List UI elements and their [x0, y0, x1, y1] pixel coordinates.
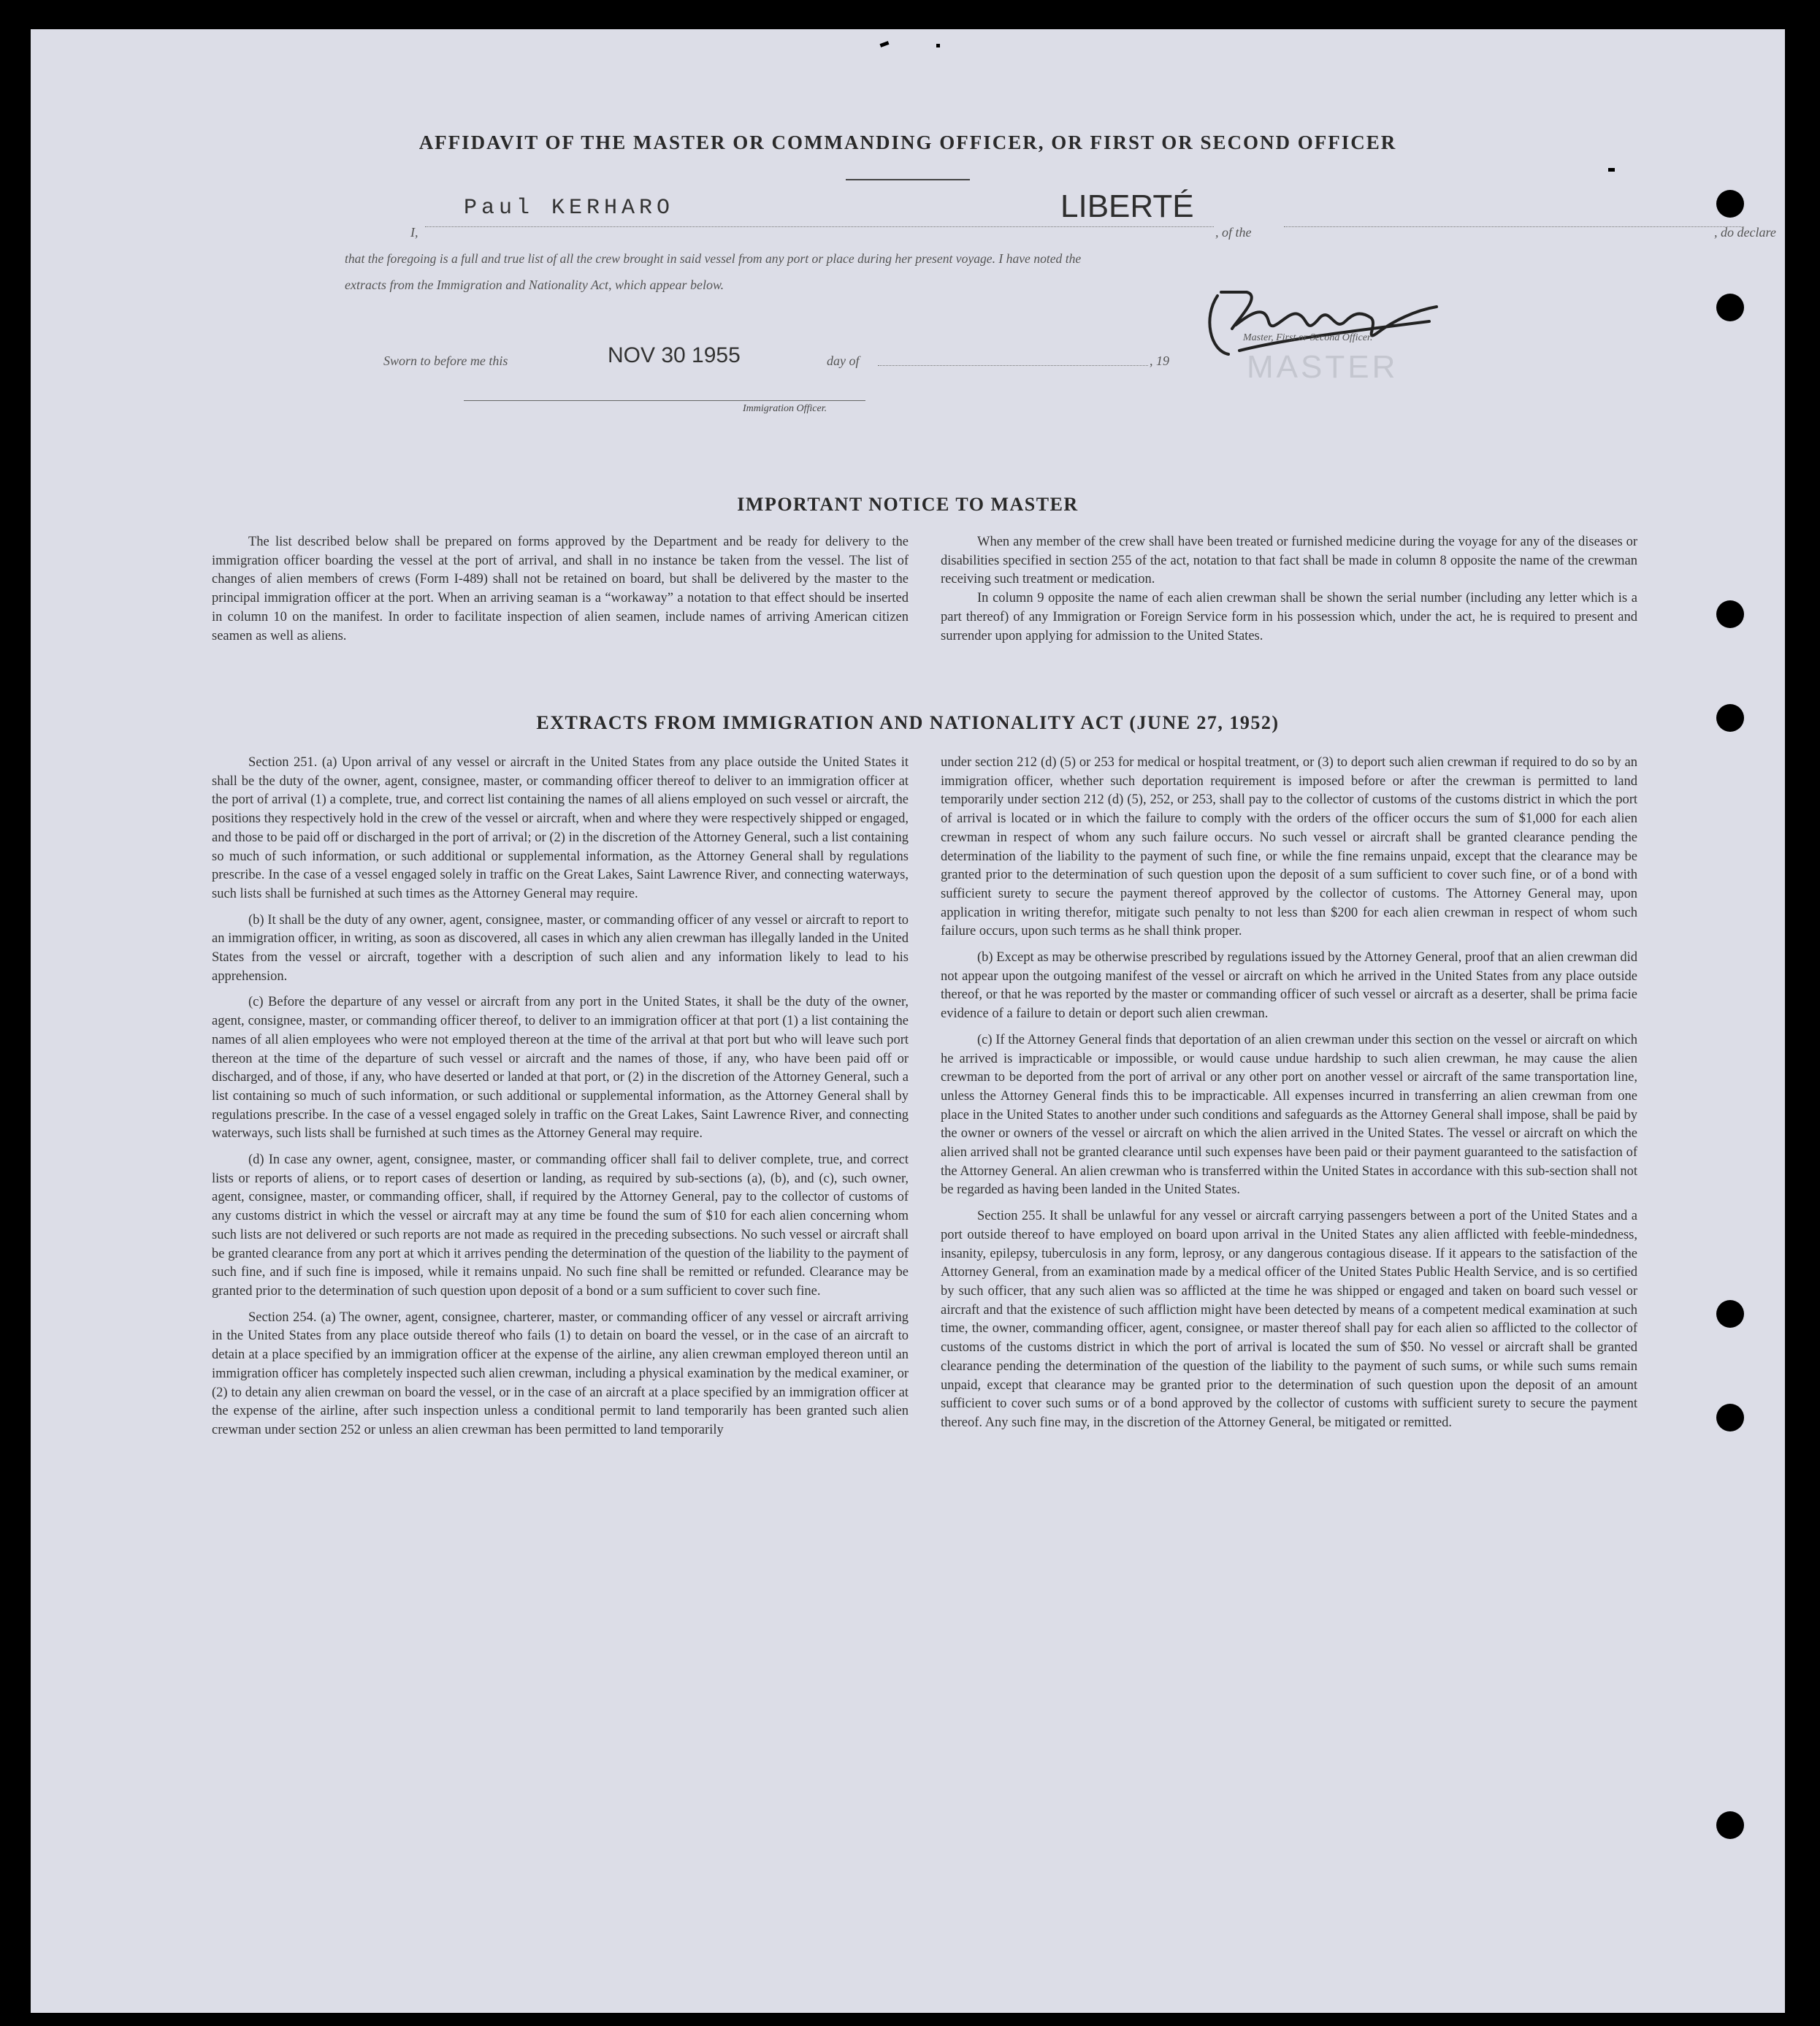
- punch-hole: [1716, 1811, 1744, 1839]
- extract-section-254a: Section 254. (a) The owner, agent, consignee, charterer, master, or commanding officer of any vessel or aircraft arriving in the United States from any place outside thereof who fails (1) to detain on board the vessel, or in the case of an aircraft to detain at a place specified by an immigration officer at the expense of the airline, any alien crewman employed thereon until an immigration officer has completely inspected such alien crewman, including a physical examination by the medical examiner, or (2) to detain any alien crewman on board the vessel, or in the case of an aircraft at a place specified by an immigration officer at the expense of the airline, after such inspection unless a conditional permit to land temporarily has been granted such alien crewman under section 252 or unless an alien crewman has been permitted to land temporarily: [212, 1310, 909, 1437]
- extract-section-255: Section 255. It shall be unlawful for any vessel or aircraft carrying passengers between a port of the United States and a port outside thereof to have employed on board upon arrival in the United States any alien afflicted with feeble-mindedness, insanity, epilepsy, tuberculosis in any form, leprosy, or any dangerous contagious disease. If it appears to the satisfaction of the Attorney General, from an examination made by a medical officer of the United States Public Health Service, and is so certified by such officer, that any such alien was so afflicted at the time he was shipped or engaged and taken on board such vessel or aircraft and that the existence of such affliction might have been detected by means of a competent medical examination at such time, the owner, commanding officer, agent, consignee, or master thereof shall pay for each alien so afflicted to the collector of customs of the customs district in which the port of arrival is located the sum of $50. No vessel or aircraft shall be granted clearance pending the determination of the question of the liability to the payment of such sums, or while such sums remain unpaid, except that clearance may be granted prior to the determination of such question upon the deposit of an amount sufficient to cover such sums or of a bond approved by the collector of customs with sufficient surety to secure the payment thereof. Any such fine may, in the discretion of the Attorney General, be mitigated or remitted.: [941, 1209, 1637, 1430]
- scan-mark: [936, 44, 940, 47]
- year-prefix: , 19: [1150, 353, 1169, 368]
- declaration-i-label: I,: [410, 225, 418, 240]
- punch-hole: [1716, 1404, 1744, 1431]
- title-rule: [846, 179, 970, 180]
- notice-right-text-2: In column 9 opposite the name of each alien crewman shall be shown the serial number (including any letter which is a part thereof) of any Immigration or Foreign Service form in his possession which, under the act, he is required to present and surrender upon applying for admission to the United States.: [941, 591, 1637, 643]
- extract-section-254b: (b) Except as may be otherwise prescribed by regulations issued by the Attorney General, proof that an alien crewman did not appear upon the outgoing manifest of the vessel or aircraft on which he arrived in the United States from any place outside thereof, or that he was reported by the master or commanding officer of such vessel or aircraft as a deserter, shall be prima facie evidence of a failure to detain or deport such alien crewman.: [941, 950, 1637, 1022]
- extract-section-251c: (c) Before the departure of any vessel or aircraft from any port in the United States, it shall be the duty of the owner, agent, consignee, master, or commanding officer thereof, to deliver to an immigration officer at that port (1) a list containing the names of all alien employees who were not employed thereon at the time of the arrival at that port but who will leave such port thereon at the time of the departure of such vessel or aircraft and the names of those, if any, who have been paid off or discharged, and of those, if any, who have deserted or landed at that port, or (2) in the discretion of the Attorney General, such a list containing so much of such information, or such additional or supplemental information, as the Attorney General shall by regulations prescribe. In the case of a vessel engaged solely in traffic on the Great Lakes, Saint Lawrence River, and connecting waterways, such lists shall be furnished at such times as the Attorney General may require.: [212, 995, 909, 1142]
- notice-heading: IMPORTANT NOTICE TO MASTER: [737, 494, 1079, 515]
- extract-section-251b: (b) It shall be the duty of any owner, agent, consignee, master, or commanding officer of any vessel or aircraft to report to an immigration officer, in writing, as soon as discovered, all cases in which any alien crewman has illegally landed in the United States from the vessel or aircraft, together with a description of such alien and any information likely to lead to his apprehension.: [212, 912, 909, 984]
- punch-hole: [1716, 190, 1744, 218]
- day-of-label: day of: [827, 353, 860, 368]
- scan-mark: [880, 41, 890, 47]
- vessel-name: LIBERTÉ: [1060, 188, 1194, 224]
- master-name: Paul KERHARO: [464, 196, 675, 221]
- extract-section-254c: (c) If the Attorney General finds that deportation of an alien crewman under this section on the vessel or aircraft on which he arrived is impracticable or impossible, or would cause undue hardship to such alien crewman, he may cause the alien crewman to be deported from the port of arrival or any other port on another vessel or aircraft of the same transportation line, unless the Attorney General finds this to be impracticable. All expenses incurred in transferring an alien crewman from one place in the United States to another under such conditions and safeguards as the Attorney General shall impose, shall be paid by the owner or owners of the vessel or aircraft on which the alien arrived in the United States. The vessel or aircraft on which the alien arrived shall not be granted clearance until such expenses have been paid or their payment guaranteed to the satisfaction of the Attorney General. An alien crewman who is transferred within the United States in accordance with this sub-section shall not be regarded as having been landed in the United States.: [941, 1032, 1637, 1198]
- declaration-of-the-label: , of the: [1215, 225, 1252, 240]
- vessel-fill-line: [1284, 226, 1744, 227]
- punch-hole: [1716, 294, 1744, 321]
- day-of-fill-line: [878, 365, 1148, 366]
- officer-caption: Immigration Officer.: [743, 403, 827, 414]
- notice-right-column: [941, 533, 1637, 653]
- punch-hole: [1716, 1300, 1744, 1328]
- extract-section-254a-cont: under section 212 (d) (5) or 253 for medical or hospital treatment, or (3) to deport such alien crewman if required to do so by an immigration officer, whether such deportation requirement is imposed before or after the crewman is permitted to land temporarily under section 212 (d) (5), 252, or 253, shall pay to the collector of customs of the customs district in which the port of arrival is located or in which the failure to comply with the orders of the officer occurs the sum of $1,000 for each alien crewman in respect of whom any such failure occurs. No such vessel or aircraft shall be granted clearance pending the determination of the liability to the payment of such fine, or while the fine remains unpaid, except that the clearance may be granted prior to the determination of such question upon the deposit of a sum sufficient to cover such fine, or of a bond with sufficient surety to secure the payment thereof approved by the collector of customs. The Attorney General may, upon application in writing therefor, mitigate such penalty to not less than $200 for each alien crewman in respect of whom such failure occurs, upon such terms as he shall think proper.: [941, 755, 1637, 939]
- extracts-left-column: [212, 754, 909, 1448]
- document-page: [31, 29, 1785, 2013]
- master-stamp: MASTER: [1247, 349, 1399, 385]
- declaration-do-declare: , do declare: [1714, 225, 1776, 240]
- declaration-line-3: extracts from the Immigration and Nationality Act, which appear below.: [345, 278, 724, 292]
- sworn-label: Sworn to before me this: [383, 353, 508, 368]
- name-fill-line: [425, 226, 1214, 227]
- extracts-heading: EXTRACTS FROM IMMIGRATION AND NATIONALITY ACT (JUNE 27, 1952): [536, 712, 1280, 733]
- declaration-line-1: [345, 219, 1776, 245]
- punch-hole: [1716, 600, 1744, 628]
- scan-mark: [1608, 168, 1615, 172]
- notice-left-column: [212, 533, 909, 653]
- extracts-right-column: [941, 754, 1637, 1440]
- extract-section-251a: Section 251. (a) Upon arrival of any vessel or aircraft in the United States from any place outside the United States it shall be the duty of the owner, agent, consignee, master, or commanding officer thereof to deliver to an immigration officer at the port of arrival (1) a complete, true, and correct list containing the names of all aliens employed on such vessel or aircraft, the positions they respectively hold in the crew of the vessel or aircraft, when and where they were respectively shipped or engaged, and those to be paid off or discharged in the port of arrival; or (2) in the discretion of the Attorney General, such a list containing so much of such information, or such additional or supplemental information, as the Attorney General shall by regulations prescribe. In the case of a vessel engaged solely in traffic on the Great Lakes, Saint Lawrence River, and connecting waterways, such lists shall be furnished at such times as the Attorney General may require.: [212, 755, 909, 901]
- affidavit-title: AFFIDAVIT OF THE MASTER OR COMMANDING OFFICER, OR FIRST OR SECOND OFFICER: [418, 131, 1397, 153]
- sworn-date: NOV 30 1955: [608, 343, 741, 367]
- officer-signature-line: [464, 400, 865, 401]
- notice-right-text-1: When any member of the crew shall have been treated or furnished medicine during the voyage for any of the diseases or disabilities specified in section 255 of the act, notation to that fact shall be made in column 8 opposite the name of the crewman receiving such treatment or medication.: [941, 535, 1637, 587]
- declaration-line-2: that the foregoing is a full and true list of all the crew brought in said vessel from any port or place during her present voyage. I have noted the: [345, 251, 1082, 266]
- extract-section-251d: (d) In case any owner, agent, consignee, master, or commanding officer shall fail to deliver complete, true, and correct lists or reports of aliens, or to report cases of desertion or landing, as required by sub-sections (a), (b), and (c), such owner, agent, consignee, master, or commanding officer, shall, if required by the Attorney General, pay to the collector of customs of any customs district in which the vessel or aircraft may at any time be found the sum of $10 for each alien concerning whom such lists are not delivered or such reports are not made as required in the preceding subsections. No such vessel or aircraft shall be granted clearance from any port at which it arrives pending the determination of the question of the liability to the payment of such fine, and if such fine is imposed, while it remains unpaid. No such fine shall be remitted or refunded. Clearance may be granted prior to the determination of such question upon deposit of a bond or a sum sufficient to cover such fine.: [212, 1152, 909, 1299]
- signature-caption: Master, First or Second Officer.: [1243, 332, 1373, 343]
- notice-left-text: The list described below shall be prepared on forms approved by the Department and be ready for delivery to the immigration officer boarding the vessel at the port of arrival, and shall in no instance be taken from the vessel. The list of changes of alien members of crews (Form I-489) shall not be retained on board, but shall be delivered by the master to the principal immigration officer at the port. When an arriving seaman is a “workaway” a notation to that effect should be inserted in column 10 on the manifest. In order to facilitate inspection of alien seamen, include names of arriving American citizen seamen as well as aliens.: [212, 535, 909, 643]
